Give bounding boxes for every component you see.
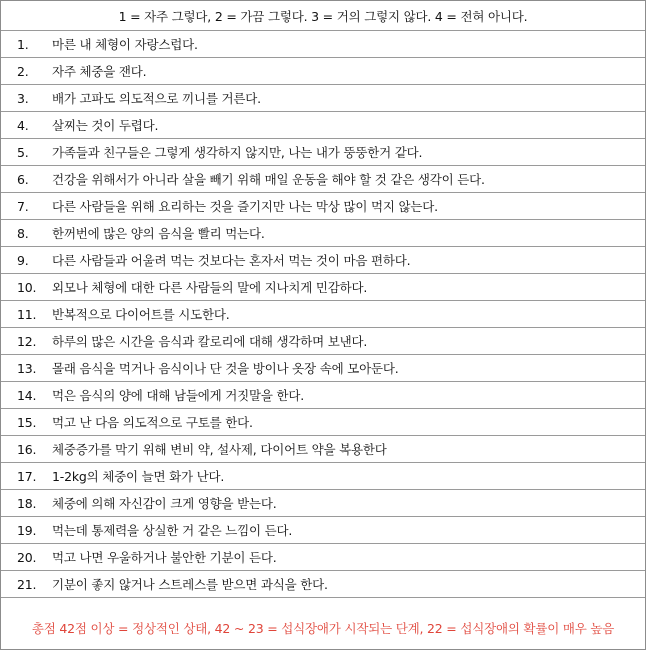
- question-text: 체중증가를 막기 위해 변비 약, 설사제, 다이어트 약을 복용한다: [52, 442, 387, 457]
- question-row: [1, 31, 645, 58]
- question-number: 9.: [17, 252, 29, 268]
- question-text: 자주 체중을 잰다.: [52, 64, 147, 79]
- question-number: 8.: [17, 225, 29, 241]
- question-row: [1, 544, 645, 571]
- question-row: [1, 382, 645, 409]
- question-number: 16.: [17, 441, 37, 457]
- scale-legend: 1 = 자주 그렇다, 2 = 가끔 그렇다. 3 = 거의 그렇지 않다. 4 = 전혀 아니다.: [1, 1, 645, 31]
- question-text: 배가 고파도 의도적으로 끼니를 거른다.: [52, 91, 261, 106]
- question-text: 외모나 체형에 대한 다른 사람들의 말에 지나치게 민감하다.: [52, 280, 368, 295]
- question-number: 15.: [17, 414, 37, 430]
- question-number: 17.: [17, 468, 37, 484]
- question-number: 14.: [17, 387, 37, 403]
- question-text: 기분이 좋지 않거나 스트레스를 받으면 과식을 한다.: [52, 577, 328, 592]
- question-row: [1, 112, 645, 139]
- question-row: [1, 220, 645, 247]
- question-row: [1, 193, 645, 220]
- question-number: 3.: [17, 90, 29, 106]
- question-row: [1, 571, 645, 598]
- question-row: [1, 409, 645, 436]
- question-row: [1, 139, 645, 166]
- question-text: 살찌는 것이 두렵다.: [52, 118, 159, 133]
- question-number: 5.: [17, 144, 29, 160]
- question-text: 마른 내 체형이 자랑스럽다.: [52, 37, 198, 52]
- question-number: 2.: [17, 63, 29, 79]
- question-number: 10.: [17, 279, 37, 295]
- score-guide: 총점 42점 이상 = 정상적인 상태, 42 ~ 23 = 섭식장애가 시작되는 단계, 22 = 섭식장애의 확률이 매우 높음: [31, 621, 615, 636]
- question-text: 1-2kg의 체중이 늘면 화가 난다.: [52, 469, 225, 484]
- question-list: [1, 31, 645, 598]
- question-number: 13.: [17, 360, 37, 376]
- question-row: [1, 58, 645, 85]
- question-row: [1, 85, 645, 112]
- question-number: 6.: [17, 171, 29, 187]
- question-text: 다른 사람들과 어울려 먹는 것보다는 혼자서 먹는 것이 마음 편하다.: [52, 253, 411, 268]
- question-number: 19.: [17, 522, 37, 538]
- question-number: 20.: [17, 549, 37, 565]
- question-row: [1, 517, 645, 544]
- question-row: [1, 328, 645, 355]
- question-text: 한꺼번에 많은 양의 음식을 빨리 먹는다.: [52, 226, 265, 241]
- question-number: 4.: [17, 117, 29, 133]
- question-row: [1, 355, 645, 382]
- question-text: 먹은 음식의 양에 대해 남들에게 거짓말을 한다.: [52, 388, 305, 403]
- question-text: 먹고 나면 우울하거나 불안한 기분이 든다.: [52, 550, 277, 565]
- question-text: 체중에 의해 자신감이 크게 영향을 받는다.: [52, 496, 277, 511]
- question-number: 21.: [17, 576, 37, 592]
- question-number: 1.: [17, 36, 29, 52]
- question-row: [1, 166, 645, 193]
- question-number: 18.: [17, 495, 37, 511]
- question-row: [1, 463, 645, 490]
- question-text: 다른 사람들을 위해 요리하는 것을 즐기지만 나는 막상 많이 먹지 않는다.: [52, 199, 438, 214]
- question-text: 몰래 음식을 먹거나 음식이나 단 것을 방이나 옷장 속에 모아둔다.: [52, 361, 399, 376]
- question-number: 12.: [17, 333, 37, 349]
- question-text: 먹는데 통제력을 상실한 거 같은 느낌이 든다.: [52, 523, 293, 538]
- question-number: 7.: [17, 198, 29, 214]
- question-text: 하루의 많은 시간을 음식과 칼로리에 대해 생각하며 보낸다.: [52, 334, 368, 349]
- question-number: 11.: [17, 306, 37, 322]
- question-row: [1, 247, 645, 274]
- question-row: [1, 490, 645, 517]
- question-text: 건강을 위해서가 아니라 살을 빼기 위해 매일 운동을 해야 할 것 같은 생각이 든다.: [52, 172, 485, 187]
- question-row: [1, 274, 645, 301]
- question-row: [1, 436, 645, 463]
- question-text: 가족들과 친구들은 그렇게 생각하지 않지만, 나는 내가 뚱뚱한거 같다.: [52, 145, 423, 160]
- question-text: 먹고 난 다음 의도적으로 구토를 한다.: [52, 415, 253, 430]
- question-row: [1, 301, 645, 328]
- question-text: 반복적으로 다이어트를 시도한다.: [52, 307, 230, 322]
